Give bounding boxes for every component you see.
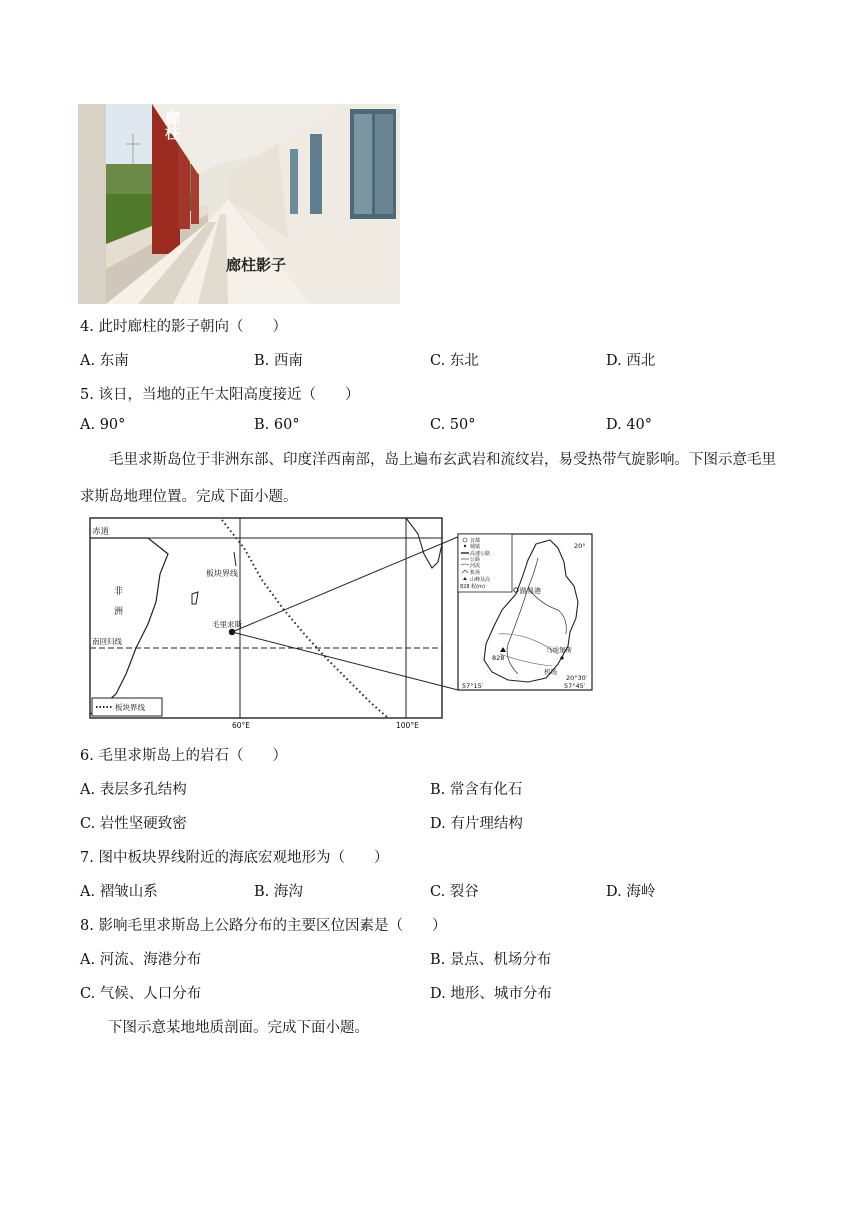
mahebourg-marker [560, 656, 563, 659]
q7-option-d[interactable]: D. 海岭 [606, 884, 656, 900]
q8-option-a[interactable]: A. 河流、海港分布 [80, 952, 202, 968]
question-6-stem: 6. 毛里求斯岛上的岩石（ ） [80, 748, 287, 764]
question-5-stem: 5. 该日，当地的正午太阳高度接近（ ） [80, 387, 360, 403]
plate-boundary-label: 板块界线 [206, 569, 238, 578]
q8-option-d[interactable]: D. 地形、城市分布 [430, 986, 552, 1002]
equator-label: 赤道 [92, 527, 110, 537]
inset-legend-peak: 山峰及高 [470, 577, 491, 583]
lon-100e-label: 100°E [396, 721, 419, 730]
inset-legend-town: 城镇 [470, 544, 481, 550]
inset-legend-capital: 首都 [470, 538, 481, 544]
q5-option-b[interactable]: B. 60° [254, 417, 300, 433]
inset-legend-highway: 高速公路 [470, 551, 491, 557]
q8-option-c[interactable]: C. 气候、人口分布 [80, 986, 202, 1002]
port-louis-label: 路易港 [520, 587, 541, 595]
legend-boundary-label: 板块界线 [115, 703, 145, 712]
corridor-photo [78, 104, 400, 304]
lon-60e-label: 60°E [232, 721, 251, 730]
q5-option-a[interactable]: A. 90° [80, 417, 126, 433]
question-4-stem: 4. 此时廊柱的影子朝向（ ） [80, 319, 287, 335]
inset-legend-airport: 机场 [470, 570, 481, 576]
q4-option-d[interactable]: D. 西北 [606, 353, 656, 369]
tropic-label: 南回归线 [92, 637, 122, 646]
q4-option-b[interactable]: B. 西南 [254, 353, 303, 369]
lon-5745-label: 57°45′ [564, 682, 586, 690]
mauritius-location-map [88, 514, 598, 732]
q8-option-b[interactable]: B. 景点、机场分布 [430, 952, 552, 968]
lat-20-label: 20° [574, 542, 586, 550]
pillar-label: 廊柱 [163, 110, 181, 140]
inset-legend-road: 公路 [470, 557, 481, 563]
inset-legend-river: 河流 [470, 563, 481, 569]
mauritius-intro-paragraph: 毛里求斯岛位于非洲东部、印度洋西南部，岛上遍布玄武岩和流纹岩，易受热带气旋影响。下图示意毛里求斯岛地理位置。完成下面小题。 [80, 452, 776, 505]
africa-label-2: 洲 [114, 607, 124, 617]
q4-option-c[interactable]: C. 东北 [430, 353, 479, 369]
q5-option-c[interactable]: C. 50° [430, 417, 476, 433]
lat-2030-label: 20°30′ [566, 674, 588, 682]
q7-option-b[interactable]: B. 海沟 [254, 884, 303, 900]
q6-option-b[interactable]: B. 常含有化石 [430, 782, 523, 798]
q4-option-a[interactable]: A. 东南 [80, 353, 129, 369]
q6-option-c[interactable]: C. 岩性坚硬致密 [80, 816, 187, 832]
peak-828-label: 828 [492, 654, 505, 662]
geologic-section-intro: 下图示意某地地质剖面。完成下面小题。 [108, 1020, 369, 1036]
town-icon [464, 545, 466, 547]
inset-legend-elevation: 828 程(m) [460, 584, 485, 590]
q6-option-d[interactable]: D. 有片理结构 [430, 816, 523, 832]
mahebourg-label: 马埃堡斯 [546, 646, 572, 654]
airport-label: 机场 [544, 668, 557, 676]
question-8-stem: 8. 影响毛里求斯岛上公路分布的主要区位因素是（ ） [80, 918, 447, 934]
africa-label-1: 非 [114, 587, 124, 597]
q7-option-c[interactable]: C. 裂谷 [430, 884, 479, 900]
pillar-shadow-label: 廊柱影子 [226, 256, 287, 274]
q7-option-a[interactable]: A. 褶皱山系 [80, 884, 158, 900]
q6-option-a[interactable]: A. 表层多孔结构 [80, 782, 187, 798]
mauritius-label: 毛里求斯 [212, 620, 242, 629]
q5-option-d[interactable]: D. 40° [606, 417, 653, 433]
question-7-stem: 7. 图中板块界线附近的海底宏观地形为（ ） [80, 850, 389, 866]
lon-5715-label: 57°15′ [462, 682, 484, 690]
